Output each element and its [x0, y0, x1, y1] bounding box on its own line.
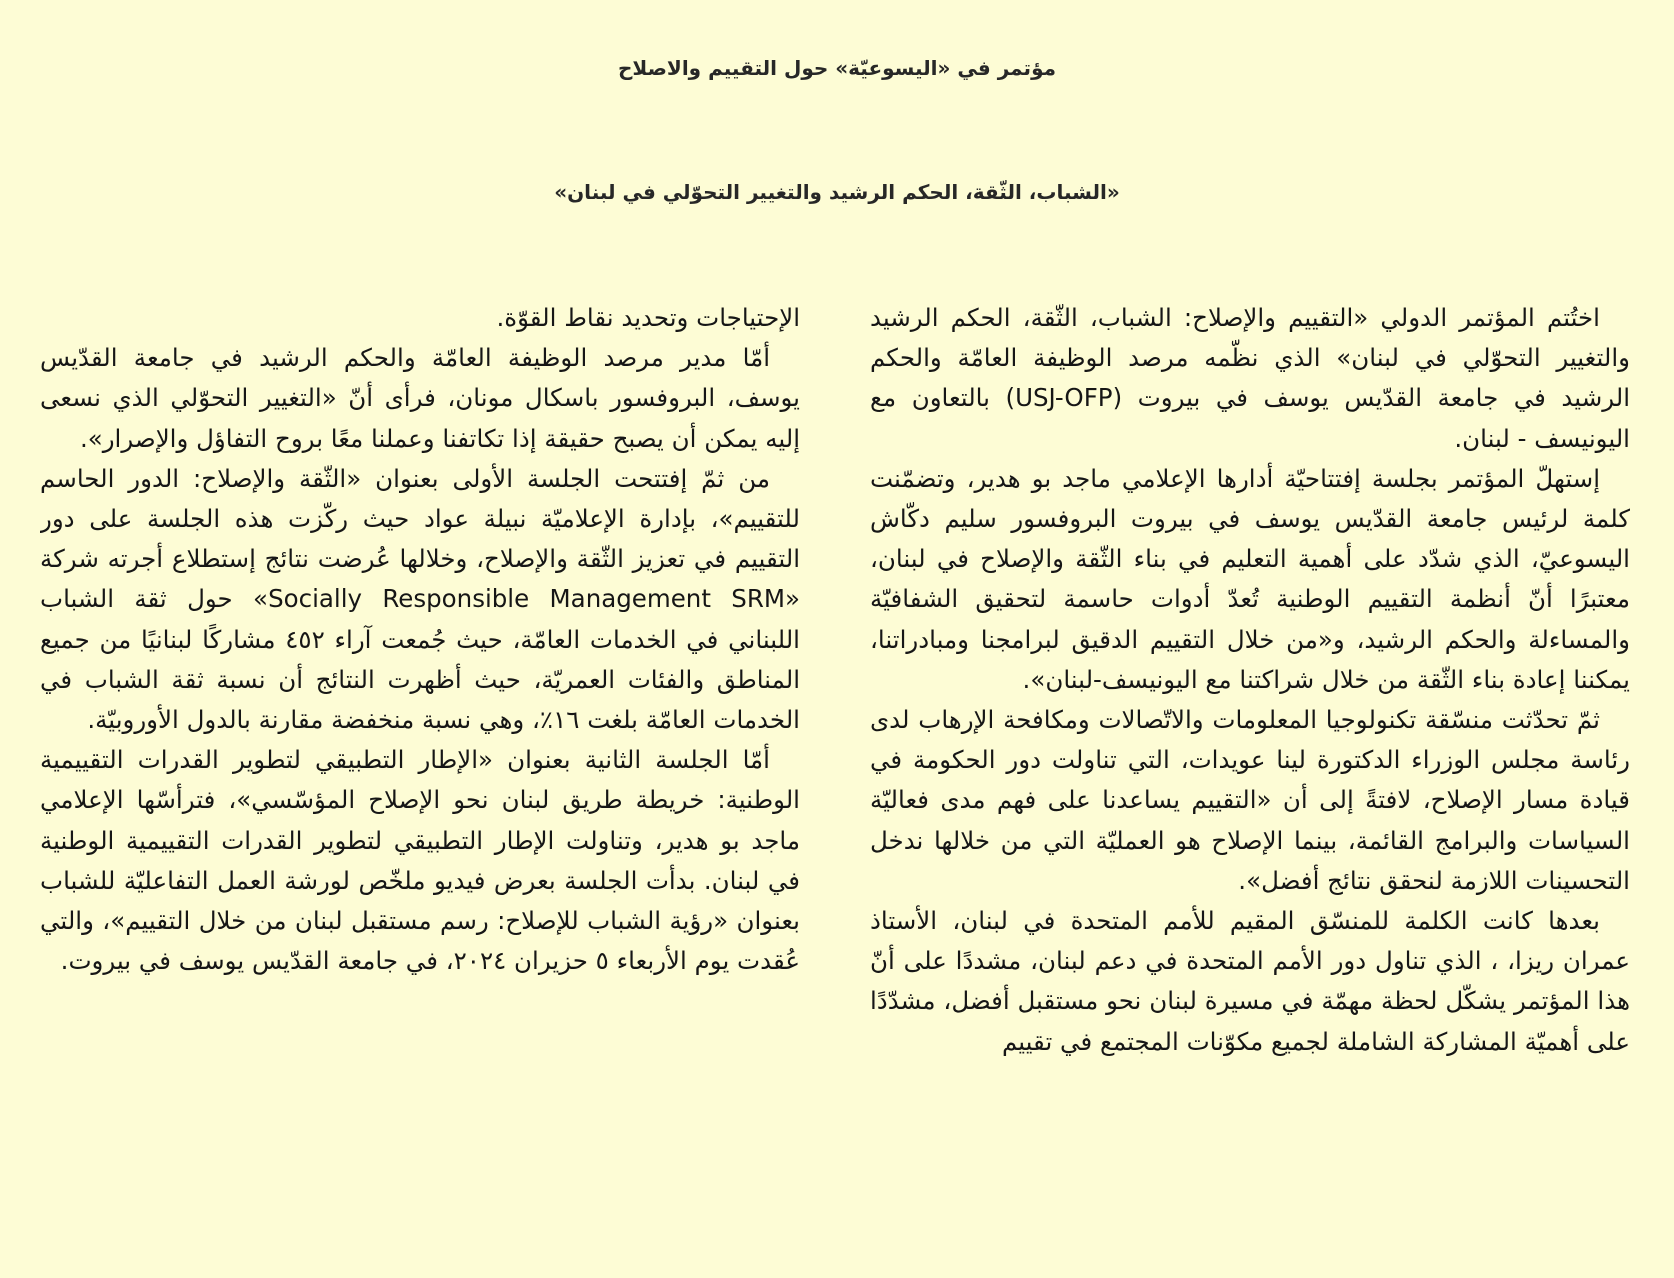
- paragraph: من ثمّ إفتتحت الجلسة الأولى بعنوان «الثّقة والإصلاح: الدور الحاسم للتقييم»، بإدارة الإعلاميّة نبيلة عواد حيث ركّزت هذه الجلسة على دور التقييم في تعزيز الثّقة والإصلاح، وخلالها عُرضت نتائج إستطلاع أجرته شركة «Socially Responsible Management SRM» حول ثقة الشباب اللبناني في الخدمات العامّة، حيث جُمعت آراء ٤٥٢ مشاركًا لبنانيًا من جميع المناطق والفئات العمريّة، حيث أظهرت النتائج أن نسبة ثقة الشباب في الخدمات العامّة بلغت ١٦٪، وهي نسبة منخفضة مقارنة بالدول الأوروبيّة.: [40, 463, 800, 735]
- article-column-left: [40, 298, 800, 1258]
- paragraph: أمّا الجلسة الثانية بعنوان «الإطار التطبيقي لتطوير القدرات التقييمية الوطنية: خريطة طريق لبنان نحو الإصلاح المؤسّسي»، فترأسّها الإعلامي ماجد بو هدير، وتناولت الإطار التطبيقي لتطوير القدرات التقييمية الوطنية في لبنان. بدأت الجلسة بعرض فيديو ملخّص لورشة العمل التفاعليّة للشباب بعنوان «رؤية الشباب للإصلاح: رسم مستقبل لبنان من خلال التقييم»، والتي عُقدت يوم الأربعاء ٥ حزيران ٢٠٢٤، في جامعة القدّيس يوسف في بيروت.: [40, 745, 800, 976]
- paragraph: بعدها كانت الكلمة للمنسّق المقيم للأمم المتحدة في لبنان، الأستاذ عمران ريزا، ، الذي تناول دور الأمم المتحدة في دعم لبنان، مشددًا على أنّ هذا المؤتمر يشكّل لحظة مهمّة في مسيرة لبنان نحو مستقبل أفضل، مشدّدًا على أهميّة المشاركة الشاملة لجميع مكوّنات المجتمع في تقييم: [870, 906, 1630, 1056]
- paragraph: اختُتم المؤتمر الدولي «التقييم والإصلاح: الشباب، الثّقة، الحكم الرشيد والتغيير التحوّلي في لبنان» الذي نظّمه مرصد الوظيفة العامّة والحكم الرشيد في جامعة القدّيس يوسف في بيروت (USJ-OFP) بالتعاون مع اليونيسف - لبنان.: [870, 303, 1630, 453]
- headline-line-2: «الشباب، الثّقة، الحكم الرشيد والتغيير التحوّلي في لبنان»: [554, 180, 1120, 204]
- paragraph: أمّا مدير مرصد الوظيفة العامّة والحكم الرشيد في جامعة القدّيس يوسف، البروفسور باسكال مونان، فرأى أنّ «التغيير التحوّلي الذي نسعى إليه يمكن أن يصبح حقيقة إذا تكاتفنا وعملنا معًا بروح التفاؤل والإصرار».: [40, 343, 800, 453]
- paragraph: الإحتياجات وتحديد نقاط القوّة.: [496, 303, 800, 332]
- paragraph: إستهلّ المؤتمر بجلسة إفتتاحيّة أدارها الإعلامي ماجد بو هدير، وتضمّنت كلمة لرئيس جامعة القدّيس يوسف في بيروت البروفسور سليم دكّاش اليسوعيّ، الذي شدّد على أهمية التعليم في بناء الثّقة والإصلاح في لبنان، معتبرًا أنّ أنظمة التقييم الوطنية تُعدّ أدوات حاسمة لتحقيق الشفافيّة والمساءلة والحكم الرشيد، و«من خلال التقييم الدقيق لبرامجنا ومبادراتنا، يمكننا إعادة بناء الثّقة من خلال شراكتنا مع اليونيسف-لبنان».: [870, 463, 1630, 694]
- paragraph: ثمّ تحدّثت منسّقة تكنولوجيا المعلومات والاتّصالات ومكافحة الإرهاب لدى رئاسة مجلس الوزراء الدكتورة لينا عويدات، التي تناولت دور الحكومة في قيادة مسار الإصلاح، لافتةً إلى أن «التقييم يساعدنا على فهم مدى فعاليّة السياسات والبرامج القائمة، بينما الإصلاح هو العمليّة التي من خلالها ندخل التحسينات اللازمة لنحقق نتائج أفضل».: [870, 705, 1630, 895]
- article-column-right: [870, 298, 1630, 1258]
- headline-line-1: مؤتمر في «اليسوعيّة» حول التقييم والاصلاح: [618, 56, 1056, 80]
